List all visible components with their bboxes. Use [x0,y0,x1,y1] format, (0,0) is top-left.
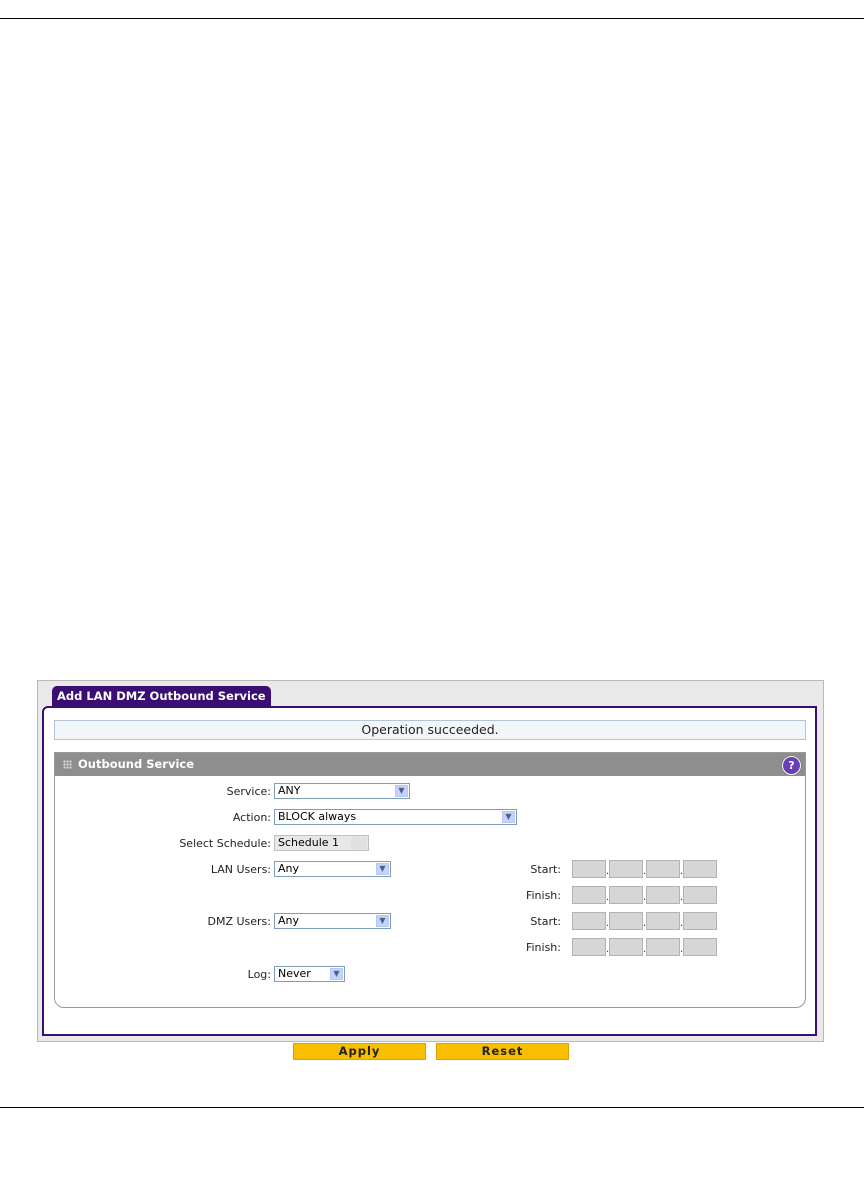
dmz-start-octet-3 [646,912,680,930]
chevron-down-icon: ▼ [376,915,389,927]
status-message: Operation succeeded. [54,720,806,740]
dmz-start-octet-2 [609,912,643,930]
lan-start-label: Start: [530,863,561,876]
apply-button[interactable]: Apply [293,1043,426,1060]
dmz-start-octet-1 [572,912,606,930]
lan-start-octet-1 [572,860,606,878]
section-header [55,753,805,776]
lan-start-octet-2 [609,860,643,878]
bottom-divider [0,1107,864,1108]
dmz-finish-octet-2 [609,938,643,956]
dmz-start-octet-4 [683,912,717,930]
dmz-users-label: DMZ Users: [207,915,271,928]
log-label: Log: [247,968,271,981]
log-value: Never [278,967,311,980]
lan-start-octet-4 [683,860,717,878]
chevron-down-icon: ▼ [376,863,389,875]
content-panel [42,706,817,1058]
dmz-finish-label: Finish: [525,941,561,954]
outbound-service-window [37,680,824,1058]
lan-finish-label: Finish: [525,889,561,902]
schedule-label: Select Schedule: [179,837,271,850]
help-icon[interactable]: ? [782,756,801,775]
log-select[interactable] [274,966,345,982]
chevron-down-icon: ▼ [502,811,515,823]
dmz-start-label: Start: [530,915,561,928]
section-title: Outbound Service [78,757,195,771]
dmz-finish-octet-1 [572,938,606,956]
action-select[interactable] [274,809,517,825]
dmz-finish-octet-4 [683,938,717,956]
lan-users-select[interactable] [274,861,391,877]
lan-finish-octet-2 [609,886,643,904]
grip-icon [63,760,72,769]
lan-finish-octet-1 [572,886,606,904]
dmz-users-select[interactable] [274,913,391,929]
service-select[interactable] [274,783,410,799]
action-label: Action: [232,811,271,824]
schedule-select [274,835,369,851]
lan-start-octet-3 [646,860,680,878]
chevron-down-icon: ▼ [395,785,408,797]
chevron-down-icon [351,837,367,849]
reset-button[interactable]: Reset [436,1043,569,1060]
lan-finish-octet-3 [646,886,680,904]
tab-add-lan-dmz-outbound-service[interactable]: Add LAN DMZ Outbound Service [52,686,271,706]
schedule-value: Schedule 1 [278,836,340,849]
action-value: BLOCK always [278,810,357,823]
lan-users-label: LAN Users: [210,863,271,876]
top-divider [0,18,864,19]
lan-users-value: Any [278,862,300,875]
chevron-down-icon: ▼ [330,968,343,980]
service-label: Service: [226,785,271,798]
dmz-users-value: Any [278,914,300,927]
lan-finish-octet-4 [683,886,717,904]
service-value: ANY [278,784,301,797]
dmz-finish-octet-3 [646,938,680,956]
outbound-service-section: Outbound Service ? Service: ANY ▼ Action: BLOCK always ▼ Select Schedule: Schedule 1 LAN Users: Any ▼ Start: . . . Finish: . . . DMZ Users: Any ▼ Start: . . . Finish: . . . Log: Never ▼ [54,752,806,1008]
